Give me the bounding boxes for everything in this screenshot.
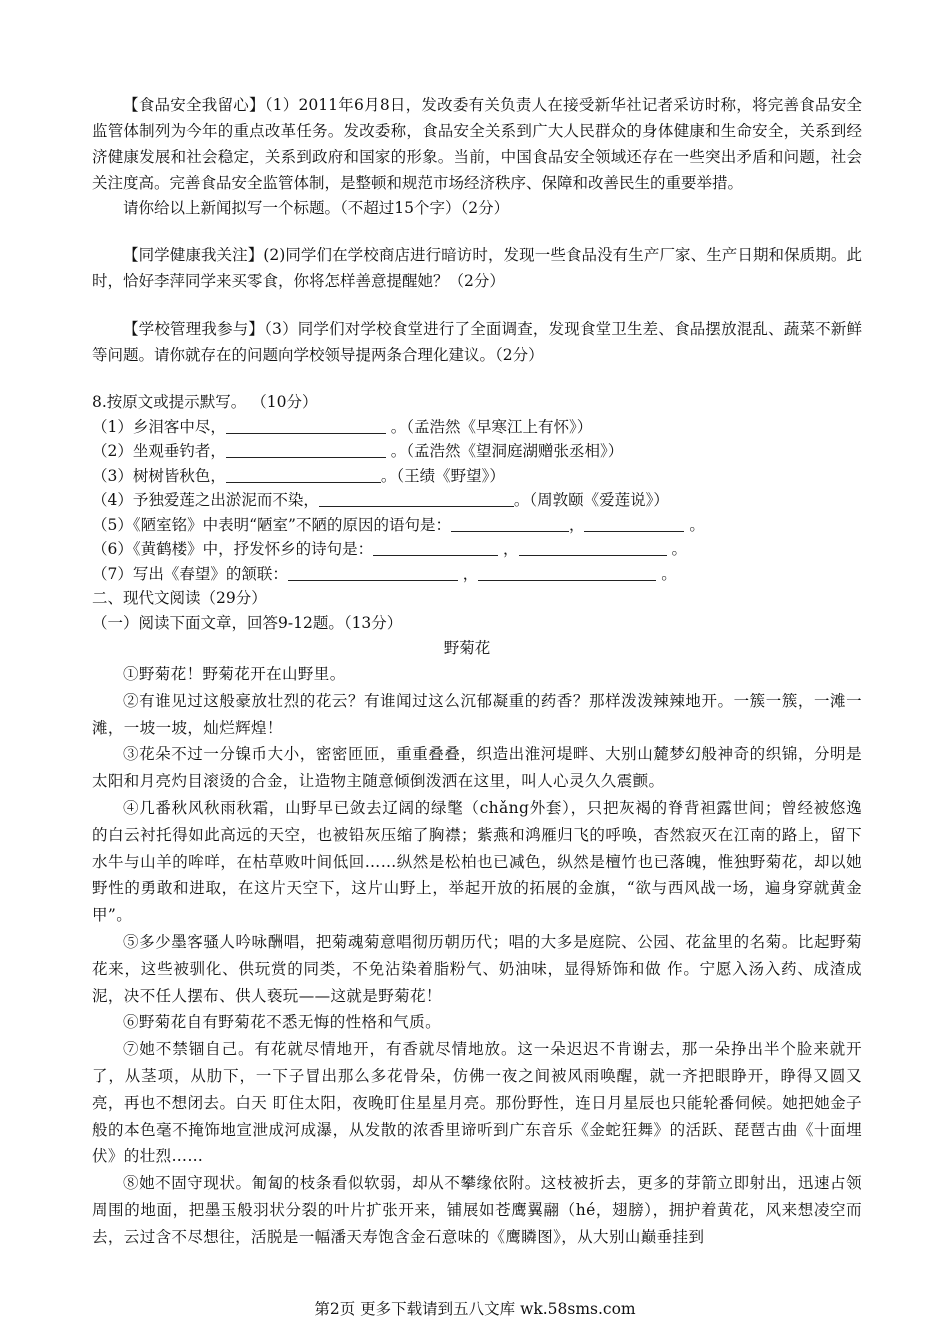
answer-blank[interactable] (319, 490, 514, 507)
answer-blank[interactable] (451, 515, 569, 532)
essay-title: 野菊花 (443, 639, 491, 657)
essay-paragraph: ④几番秋风秋雨秋霜，山野早已敛去辽阔的绿氅（chǎng外套），只把灰褐的脊背袒露世间；曾经被悠逸的白云衬托得如此高远的天空，也被铅灰压缩了胸襟；紫燕和鸿雁归飞的呼唤，杳然寂灭在江南的路上，留下水牛与山羊的哞咩，在枯草败叶间低回……纵然是松柏也已减色，纵然是檀竹也已落魄，惟独野菊花，却以她野性的勇敢和进取，在这片天空下，这片山野上，举起开放的拓展的金旗，“欲与西风战一场，遍身穿就黄金甲”。 (92, 798, 862, 925)
q7-part3: 【学校管理我参与】（3）同学们对学校食堂进行了全面调查，发现食堂卫生差、食品摆放混乱、蔬菜不新鲜等问题。请你就存在的问题向学校领导提两条合理化建议。（2分） (92, 320, 862, 364)
q8-line-1: （1）乡泪客中尽， 。（孟浩然《早寒江上有怀》） (92, 417, 593, 436)
q7-part1: 【食品安全我留心】（1）2011年6月8日，发改委有关负责人在接受新华社记者采访时称，将完善食品安全监管体制列为今年的重点改革任务。发改委称，食品安全关系到广大人民群众的身体健康和生命安全，关系到经济健康发展和社会稳定，关系到政府和国家的形象。当前，中国食品安全领域还存在一些突出矛盾和问题，社会关注度高。完善食品安全监管体制，是整顿和规范市场经济秩序、保障和改善民生的重要举措。 (92, 96, 862, 192)
q8-line-5: （5）《陋室铭》中表明“陋室”不陋的原因的语句是： ， 。 (92, 515, 705, 534)
q8-line-3: （3）树树皆秋色， 。（王绩《野望》） (92, 466, 505, 485)
answer-blank[interactable] (584, 515, 684, 532)
q8-line-2: （2）坐观垂钓者， 。（孟浩然《望洞庭湖赠张丞相》） (92, 442, 624, 460)
page-body (92, 92, 862, 1251)
section-2-heading: 二、现代文阅读（29分） (92, 589, 267, 607)
answer-blank[interactable] (226, 441, 386, 458)
answer-space (92, 368, 862, 390)
answer-blank[interactable] (226, 417, 386, 434)
essay-paragraph: ⑧她不固守现状。匍匐的枝条看似软弱，却从不攀缘依附。这枝被折去，更多的芽箭立即射出，迅速占领周围的地面，把墨玉般羽状分裂的叶片扩张开来，铺展如苍鹰翼翮（hé，翅膀），拥护着黄花，风来想凌空而去，云过含不尽想往，活脱是一幅潘天寿饱含金石意味的《鹰瞵图》，从大别山巅垂挂到 (92, 1174, 862, 1246)
answer-blank[interactable] (226, 466, 381, 483)
answer-blank[interactable] (478, 564, 656, 581)
answer-space (92, 294, 862, 316)
essay-paragraph: ③花朵不过一分镍币大小，密密匝匝，重重叠叠，织造出淮河堤畔、大别山麓梦幻般神奇的织锦，分明是太阳和月亮灼目滚烫的合金，让造物主随意倾倒泼洒在这里，叫人心灵久久震颤。 (92, 745, 862, 791)
q8-line-7: （7）写出《春望》的颔联： ， 。 (92, 564, 677, 583)
q8-line-4: （4）予独爱莲之出淤泥而不染， 。（周敦颐《爱莲说》） (92, 491, 669, 509)
answer-space (92, 220, 862, 242)
answer-blank[interactable] (288, 564, 458, 581)
essay-paragraph: ⑦她不禁锢自己。有花就尽情地开，有香就尽情地放。这一朵迟迟不肯谢去，那一朵挣出半个脸来就开了，从茎项，从肋下，一下子冒出那么多花骨朵，仿佛一夜之间被风雨唤醒，就一齐把眼睁开，睁得又圆又亮，再也不想闭去。白天 盯住太阳，夜晚盯住星星月亮。那份野性，连日月星辰也只能轮番伺候。她把她金子般的本色毫不掩饰地宣泄成河成瀑，从发散的浓香里谛听到广东音乐《金蛇狂舞》的活跃、琵琶古曲《十面埋伏》的壮烈…… (92, 1040, 862, 1166)
essay-paragraph: ⑥野菊花自有野菊花不悉无悔的性格和气质。 (123, 1013, 442, 1032)
page-footer: 第2页 更多下载请到五八文库 wk.58sms.com (314, 1300, 636, 1318)
q7-part1-task: 请你给以上新闻拟写一个标题。（不超过15个字）（2分） (123, 199, 510, 217)
answer-blank[interactable] (373, 539, 498, 556)
answer-blank[interactable] (519, 539, 667, 556)
section-2-subheading: （一）阅读下面文章，回答9-12题。（13分） (92, 613, 403, 632)
q8-line-6: （6）《黄鹤楼》中，抒发怀乡的诗句是： ， 。 (92, 540, 687, 558)
q8-heading: 8.按原文或提示默写。 （10分） (92, 393, 318, 411)
essay-paragraph: ②有谁见过这般豪放壮烈的花云？有谁闻过这么沉郁凝重的药香？那样泼泼辣辣地开。一簇一簇，一滩一滩，一坡一坡，灿烂辉煌！ (92, 691, 862, 737)
q7-part2: 【同学健康我关注】(2)同学们在学校商店进行暗访时，发现一些食品没有生产厂家、生产日期和保质期。此时，恰好李萍同学来买零食，你将怎样善意提醒她？（2分） (92, 246, 862, 290)
essay-paragraph: ⑤多少墨客骚人吟咏酬唱，把菊魂菊意唱彻历朝历代；唱的大多是庭院、公园、花盆里的名菊。比起野菊花来，这些被驯化、供玩赏的同类，不免沾染着脂粉气、奶油味，显得矫饰和做 作。宁愿入汤入药、成渣成泥，决不任人摆布、供人亵玩——这就是野菊花！ (92, 932, 862, 1005)
essay-paragraph: ①野菊花！野菊花开在山野里。 (123, 665, 346, 683)
